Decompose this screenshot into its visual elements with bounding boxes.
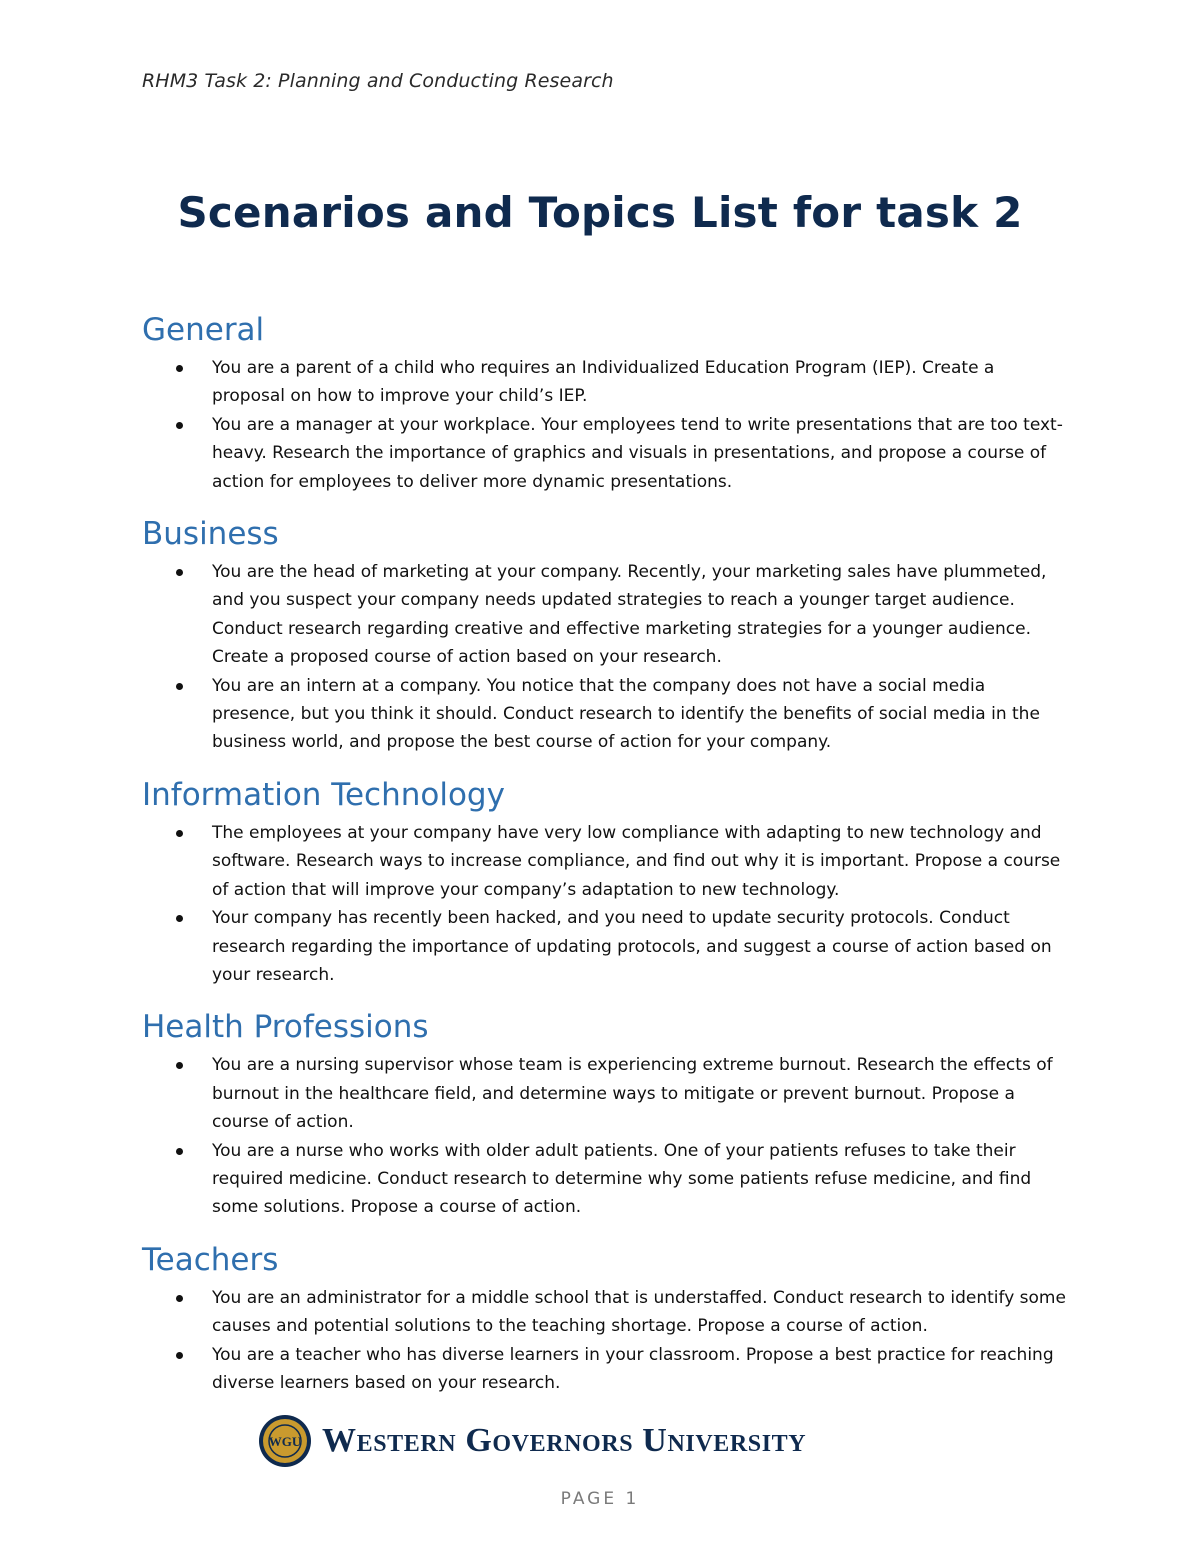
list-item xyxy=(142,904,1072,989)
list-item xyxy=(142,672,1072,757)
bullet-list-health-professions xyxy=(142,1051,1072,1221)
bullet-icon xyxy=(176,830,183,837)
section-heading-teachers: Teachers xyxy=(142,1241,279,1278)
bullet-icon xyxy=(176,1062,183,1069)
list-item-text: You are a nurse who works with older adult patients. One of your patients refuses to take their required medicine. Conduct research to determine why some patients refuse medicine, and find some solutions. Propose a course of action. xyxy=(212,1140,1032,1218)
wgu-seal-icon xyxy=(258,1414,312,1468)
bullet-icon xyxy=(176,915,183,922)
document-title: Scenarios and Topics List for task 2 xyxy=(177,188,1023,237)
bullet-icon xyxy=(176,1295,183,1302)
list-item xyxy=(142,1284,1072,1341)
section-heading-information-technology: Information Technology xyxy=(142,776,505,813)
list-item-text: You are a teacher who has diverse learners in your classroom. Propose a best practice for reaching diverse learners based on your research. xyxy=(212,1344,1054,1393)
list-item xyxy=(142,1341,1072,1398)
bullet-icon xyxy=(176,422,183,429)
bullet-icon xyxy=(176,683,183,690)
list-item xyxy=(142,411,1072,496)
list-item-text: You are the head of marketing at your company. Recently, your marketing sales have plummeted, and you suspect your company needs updated strategies to reach a younger target audience. Conduct research regarding creative and effective marketing strategies for a younger audience. Create a proposed course of action based on your research. xyxy=(212,562,1047,668)
bullet-list-business xyxy=(142,558,1072,757)
document-body xyxy=(142,306,1072,1411)
list-item-text: You are a manager at your workplace. Your employees tend to write presentations that are too text-heavy. Research the importance of graphics and visuals in presentations, and propose a course of action for employees to deliver more dynamic presentations. xyxy=(212,414,1063,492)
list-item-text: You are an administrator for a middle school that is understaffed. Conduct research to identify some causes and potential solutions to the teaching shortage. Propose a course of action. xyxy=(212,1287,1066,1337)
list-item-text: The employees at your company have very low compliance with adapting to new technology and software. Research ways to increase compliance, and find out why it is important. Propose a course of action that will improve your company’s adaptation to new technology. xyxy=(212,822,1061,900)
bullet-list-teachers xyxy=(142,1284,1072,1398)
wgu-logo xyxy=(258,1410,806,1472)
running-header: RHM3 Task 2: Planning and Conducting Research xyxy=(142,70,614,92)
section-heading-business: Business xyxy=(142,516,279,553)
list-item xyxy=(142,354,1072,411)
bullet-list-general xyxy=(142,354,1072,496)
seal-monogram: WGU xyxy=(268,1434,302,1449)
section-heading-health-professions: Health Professions xyxy=(142,1009,429,1046)
bullet-icon xyxy=(176,569,183,576)
bullet-icon xyxy=(176,1352,183,1359)
page-number: PAGE 1 xyxy=(560,1489,640,1509)
list-item-text: You are a nursing supervisor whose team is experiencing extreme burnout. Research the effects of burnout in the healthcare field, and determine ways to mitigate or prevent burnout. Propose a course of action. xyxy=(212,1055,1053,1133)
section-heading-general: General xyxy=(142,312,265,348)
list-item xyxy=(142,1051,1072,1136)
list-item-text: You are a parent of a child who requires an Individualized Education Program (IEP). Create a proposal on how to improve your child’s IEP. xyxy=(212,358,995,407)
list-item xyxy=(142,819,1072,904)
bullet-icon xyxy=(176,365,183,372)
bullet-icon xyxy=(176,1148,183,1155)
logo-wordmark: Western Governors University xyxy=(322,1422,807,1459)
list-item xyxy=(142,558,1072,672)
bullet-list-information-technology xyxy=(142,819,1072,989)
list-item xyxy=(142,1137,1072,1222)
list-item-text: You are an intern at a company. You notice that the company does not have a social media presence, but you think it should. Conduct research to identify the benefits of social media in the business world, and propose the best course of action for your company. xyxy=(212,675,1040,753)
list-item-text: Your company has recently been hacked, and you need to update security protocols. Conduct research regarding the importance of updating protocols, and suggest a course of action based on your research. xyxy=(212,908,1052,985)
